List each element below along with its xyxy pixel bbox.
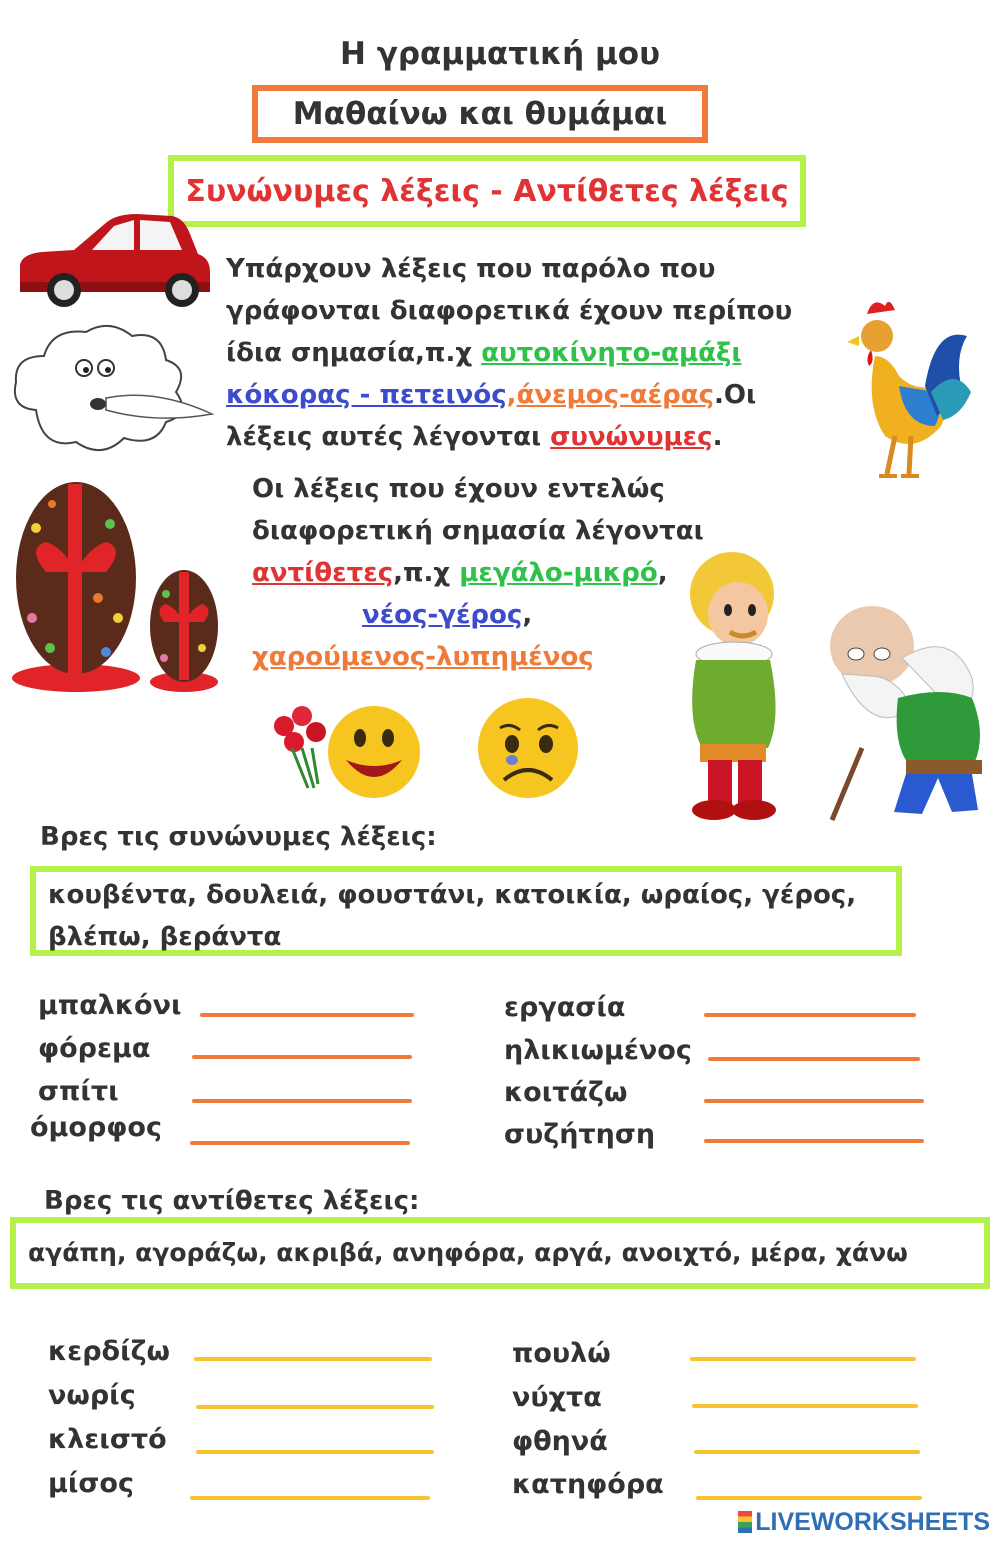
synonym-comma: , [506,380,517,410]
synonyms-intro-line4-suffix: .Οι [714,380,757,410]
antonym-left-word-2: νωρίς [48,1380,136,1411]
synonym-answer-line-right-3[interactable] [704,1099,924,1103]
antonym-right-word-2: νύχτα [512,1382,602,1413]
antonym-right-word-1: πουλώ [512,1338,611,1369]
antonym-comma-1: , [657,558,668,588]
antonym-left-word-4: μίσος [48,1468,134,1499]
topic-box [168,155,806,227]
antonyms-intro-line3 [252,552,704,594]
antonyms-intro-line5 [252,636,704,678]
synonym-word-bank [30,866,902,956]
antonyms-intro-mid: ,π.χ [393,558,460,588]
antonym-answer-line-right-3[interactable] [694,1450,920,1454]
antonyms-term: αντίθετες [252,558,394,588]
synonym-left-word-1: μπαλκόνι [38,990,182,1021]
antonym-exercise-label: Βρες τις αντίθετες λέξεις: [44,1186,420,1216]
antonym-left-word-1: κερδίζω [48,1336,171,1367]
subtitle: Μαθαίνω και θυμάμαι [292,96,668,132]
antonym-example-age: νέος-γέρος [362,600,523,630]
synonym-right-word-3: κοιτάζω [504,1077,628,1108]
synonym-left-word-3: σπίτι [38,1076,119,1107]
synonym-answer-line-left-2[interactable] [192,1055,412,1059]
brand-logo [738,1508,990,1537]
synonym-right-word-1: εργασία [504,992,626,1023]
page-title: Η γραμματική μου [339,36,661,72]
synonym-example-rooster: κόκορας - πετεινός [226,380,507,410]
synonym-answer-line-right-4[interactable] [704,1139,924,1143]
antonym-answer-line-right-1[interactable] [690,1357,916,1361]
synonyms-term: συνώνυμες [550,422,713,452]
synonym-word-bank-line1: κουβέντα, δουλειά, φουστάνι, κατοικία, ωραίος, γέρος, [48,880,857,910]
antonyms-intro-line2: διαφορετική σημασία λέγονται [252,516,704,546]
antonym-answer-line-right-2[interactable] [692,1404,918,1408]
synonyms-intro-line5 [226,416,792,458]
synonyms-intro-line5-prefix: λέξεις αυτές λέγονται [226,422,551,452]
synonym-answer-line-left-3[interactable] [192,1099,412,1103]
brand-name: LIVEWORKSHEETS [755,1508,990,1536]
synonym-answer-line-right-2[interactable] [708,1057,920,1061]
synonym-right-word-4: συζήτηση [504,1119,656,1150]
synonyms-intro-line3 [226,332,792,374]
antonym-right-word-4: κατηφόρα [512,1469,664,1500]
synonym-example-car: αυτοκίνητο-αμάξι [481,338,742,368]
topic-title: Συνώνυμες λέξεις - Αντίθετες λέξεις [185,173,789,209]
synonym-left-word-4: όμορφος [30,1112,162,1143]
antonym-answer-line-left-2[interactable] [196,1405,434,1409]
antonym-answer-line-left-4[interactable] [190,1496,430,1500]
synonym-exercise-label: Βρες τις συνώνυμες λέξεις: [40,822,437,852]
synonyms-intro-line3-prefix: ίδια σημασία,π.χ [226,338,482,368]
antonym-example-mood: χαρούμενος-λυπημένος [252,642,594,672]
subtitle-box [252,85,708,143]
antonym-comma-2: , [522,600,533,630]
sad-smiley-illustration [470,694,588,800]
antonyms-intro [252,468,704,678]
synonyms-intro [226,248,792,458]
antonym-word-bank [10,1217,990,1289]
easter-eggs-illustration [6,468,218,698]
rooster-illustration [845,296,973,482]
antonym-right-word-3: φθηνά [512,1426,608,1457]
synonym-example-wind: άνεμος-αέρας [516,380,715,410]
wind-cloud-illustration [6,318,218,466]
antonyms-intro-line1: Οι λέξεις που έχουν εντελώς [252,474,665,504]
synonym-word-bank-line2: βλέπω, βεράντα [48,922,282,952]
synonym-right-word-2: ηλικιωμένος [504,1035,692,1066]
synonym-left-word-2: φόρεμα [38,1033,151,1064]
happy-smiley-illustration [262,698,430,802]
antonym-word-bank-text: αγάπη, αγοράζω, ακριβά, ανηφόρα, αργά, ανοιχτό, μέρα, χάνω [28,1238,908,1267]
antonym-example-size: μεγάλο-μικρό [459,558,658,588]
antonym-answer-line-left-1[interactable] [194,1357,432,1361]
synonyms-intro-line5-suffix: . [712,422,723,452]
antonym-answer-line-right-4[interactable] [696,1496,922,1500]
old-man-illustration [802,598,998,826]
synonym-answer-line-left-4[interactable] [190,1141,410,1145]
antonym-answer-line-left-3[interactable] [196,1450,434,1454]
synonym-answer-line-right-1[interactable] [704,1013,916,1017]
synonyms-intro-line4 [226,374,792,416]
car-illustration [12,210,214,310]
antonyms-intro-line4 [252,594,704,636]
synonyms-intro-line1: Υπάρχουν λέξεις που παρόλο που [226,254,716,284]
synonyms-intro-line2: γράφονται διαφορετικά έχουν περίπου [226,296,793,326]
synonym-answer-line-left-1[interactable] [200,1013,414,1017]
antonym-left-word-3: κλειστό [48,1424,167,1455]
brand-icon [738,1511,752,1533]
